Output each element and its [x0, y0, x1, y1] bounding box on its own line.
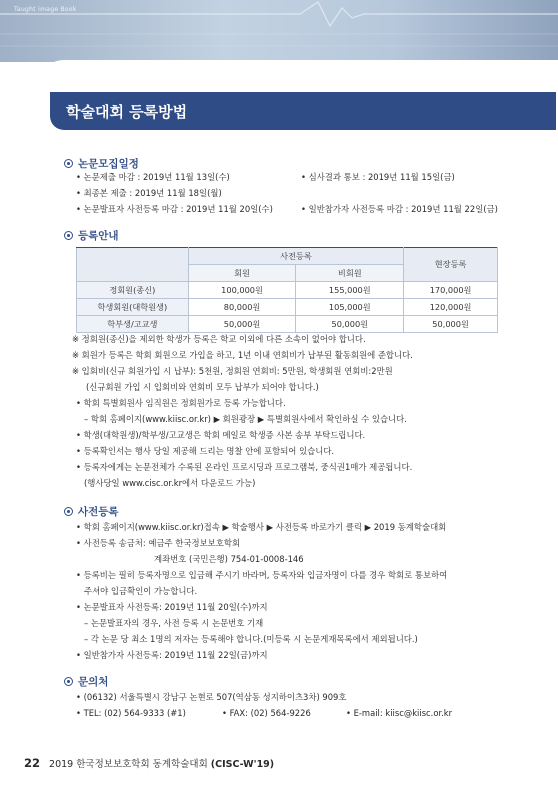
member-fee: 80,000원: [188, 299, 296, 316]
nonmember-fee: 105,000원: [296, 299, 404, 316]
note-text: ※ 회원가 등록은 학회 회원으로 가입을 하고, 1년 이내 연회비가 납부된 활동회원에 준합니다.: [72, 350, 413, 360]
row-label: 학생회원(대학원생): [77, 299, 189, 316]
section-title: 사전등록: [78, 506, 119, 518]
target-bullet-icon: [64, 677, 73, 686]
target-bullet-icon: [64, 507, 73, 516]
section-title: 문의처: [78, 676, 109, 688]
note-text: (행사당일 www.cisc.or.kr에서 다운로드 가능): [84, 478, 256, 488]
note-text: ※ 정회원(종신)을 제외한 학생가 등록은 학교 이외에 다른 소속이 없어야 합니다.: [72, 334, 366, 344]
note-text: • 학회 특별회원사 임직원은 정회원가로 등록 가능합니다.: [76, 398, 286, 408]
page-title: 학술대회 등록방법: [66, 103, 188, 121]
row-label: 학부생/고교생: [77, 316, 189, 333]
schedule-item: • 논문제출 마감 : 2019년 11월 13일(수): [76, 172, 230, 182]
contact-tel: • TEL: (02) 564-9333 (#1): [76, 708, 186, 718]
contact-address: • (06132) 서울특별시 강남구 논현로 507(역삼동 성지하이츠3차) 909호: [76, 692, 347, 702]
prereg-line: • 일반참가자 사전등록: 2019년 11월 22일(금)까지: [76, 650, 268, 660]
contact-email: • E-mail: kiisc@kiisc.or.kr: [346, 708, 453, 718]
onsite-fee: 50,000원: [404, 316, 498, 333]
prereg-line: – 각 논문 당 최소 1명의 저자는 등록해야 합니다.(미등록 시 논문게재목록에서 제외됩니다.): [84, 634, 418, 644]
target-bullet-icon: [64, 159, 73, 168]
prereg-line: • 논문발표자 사전등록: 2019년 11월 20일(수)까지: [76, 602, 268, 612]
prereg-line: • 등록비는 필히 등록자명으로 입금해 주시기 바라며, 등록자와 입금자명이 다를 경우 학회로 통보하여: [76, 570, 448, 580]
onsite-fee: 170,000원: [404, 282, 498, 299]
section-preregistration-heading: [64, 504, 119, 519]
section-registration-heading: [64, 228, 119, 243]
schedule-item: • 일반참가자 사전등록 마감 : 2019년 11월 22일(금): [301, 204, 498, 214]
prereg-line: – 논문발표자의 경우, 사전 등록 시 논문번호 기재: [84, 618, 264, 628]
page-number: 22: [24, 756, 41, 770]
onsite-fee: 120,000원: [404, 299, 498, 316]
note-text: – 학회 홈페이지(www.kiisc.or.kr) ▶ 회원광장 ▶ 특별회원사에서 확인하실 수 있습니다.: [84, 414, 407, 424]
table-corner-cell: [77, 248, 189, 282]
table-row: [77, 316, 498, 333]
heartbeat-line-graphic: [0, 0, 558, 62]
banner-caption: Taught image Book: [14, 6, 77, 13]
prereg-line: 주셔야 입금확인이 가능합니다.: [84, 586, 198, 596]
note-text: • 등록자에게는 논문전체가 수록된 온라인 프로시딩과 프로그램북, 중식권1매가 제공됩니다.: [76, 462, 413, 472]
row-label: 정회원(종신): [77, 282, 189, 299]
nonmember-fee: 50,000원: [296, 316, 404, 333]
target-bullet-icon: [64, 231, 73, 240]
schedule-item: • 논문발표자 사전등록 마감 : 2019년 11월 20일(수): [76, 204, 273, 214]
footer-text: 2019 한국정보보호학회 동계학술대회: [49, 759, 208, 770]
schedule-item: • 심사결과 통보 : 2019년 11월 15일(금): [301, 172, 455, 182]
table-row: [77, 282, 498, 299]
account-number: 계좌번호 (국민은행) 754-01-0008-146: [154, 554, 304, 564]
footer-conference-code: (CISC-W'19): [210, 759, 275, 770]
prereg-line: • 학회 홈페이지(www.kiisc.or.kr)접속 ▶ 학술행사 ▶ 사전등록 바로가기 클릭 ▶ 2019 동계학술대회: [76, 522, 447, 532]
section-schedule-heading: [64, 156, 139, 171]
contact-fax: • FAX: (02) 564-9226: [222, 708, 311, 718]
title-bar: [50, 92, 556, 130]
section-contact-heading: [64, 674, 108, 689]
nonmember-header: 비회원: [296, 265, 404, 282]
note-text: • 학생(대학원생)/학부생/고교생은 학회 메일로 학생증 사본 송부 부탁드립니다.: [76, 430, 366, 440]
nonmember-fee: 155,000원: [296, 282, 404, 299]
page-footer: [24, 756, 274, 770]
member-header: 회원: [188, 265, 296, 282]
member-fee: 100,000원: [188, 282, 296, 299]
table-row: [77, 299, 498, 316]
section-title: 등록안내: [78, 230, 119, 242]
section-title: 논문모집일정: [78, 158, 139, 170]
pre-registration-header: 사전등록: [188, 248, 404, 265]
member-fee: 50,000원: [188, 316, 296, 333]
note-text: (신규회원 가입 시 입회비와 연회비 모두 납부가 되어야 합니다.): [86, 382, 319, 392]
note-text: • 등록확인서는 행사 당일 제공해 드리는 명찰 안에 포함되어 있습니다.: [76, 446, 335, 456]
onsite-registration-header: 현장등록: [404, 248, 498, 282]
note-text: ※ 입회비(신규 회원가입 시 납부): 5천원, 정회원 연회비: 5만원, 학생회원 연회비:2만원: [72, 366, 393, 376]
prereg-line: • 사전등록 송금처: 예금주 한국정보보호학회: [76, 538, 241, 548]
schedule-item: • 최종본 제출 : 2019년 11월 18일(월): [76, 188, 222, 198]
fee-table: [76, 247, 498, 333]
header-banner: [0, 0, 558, 62]
